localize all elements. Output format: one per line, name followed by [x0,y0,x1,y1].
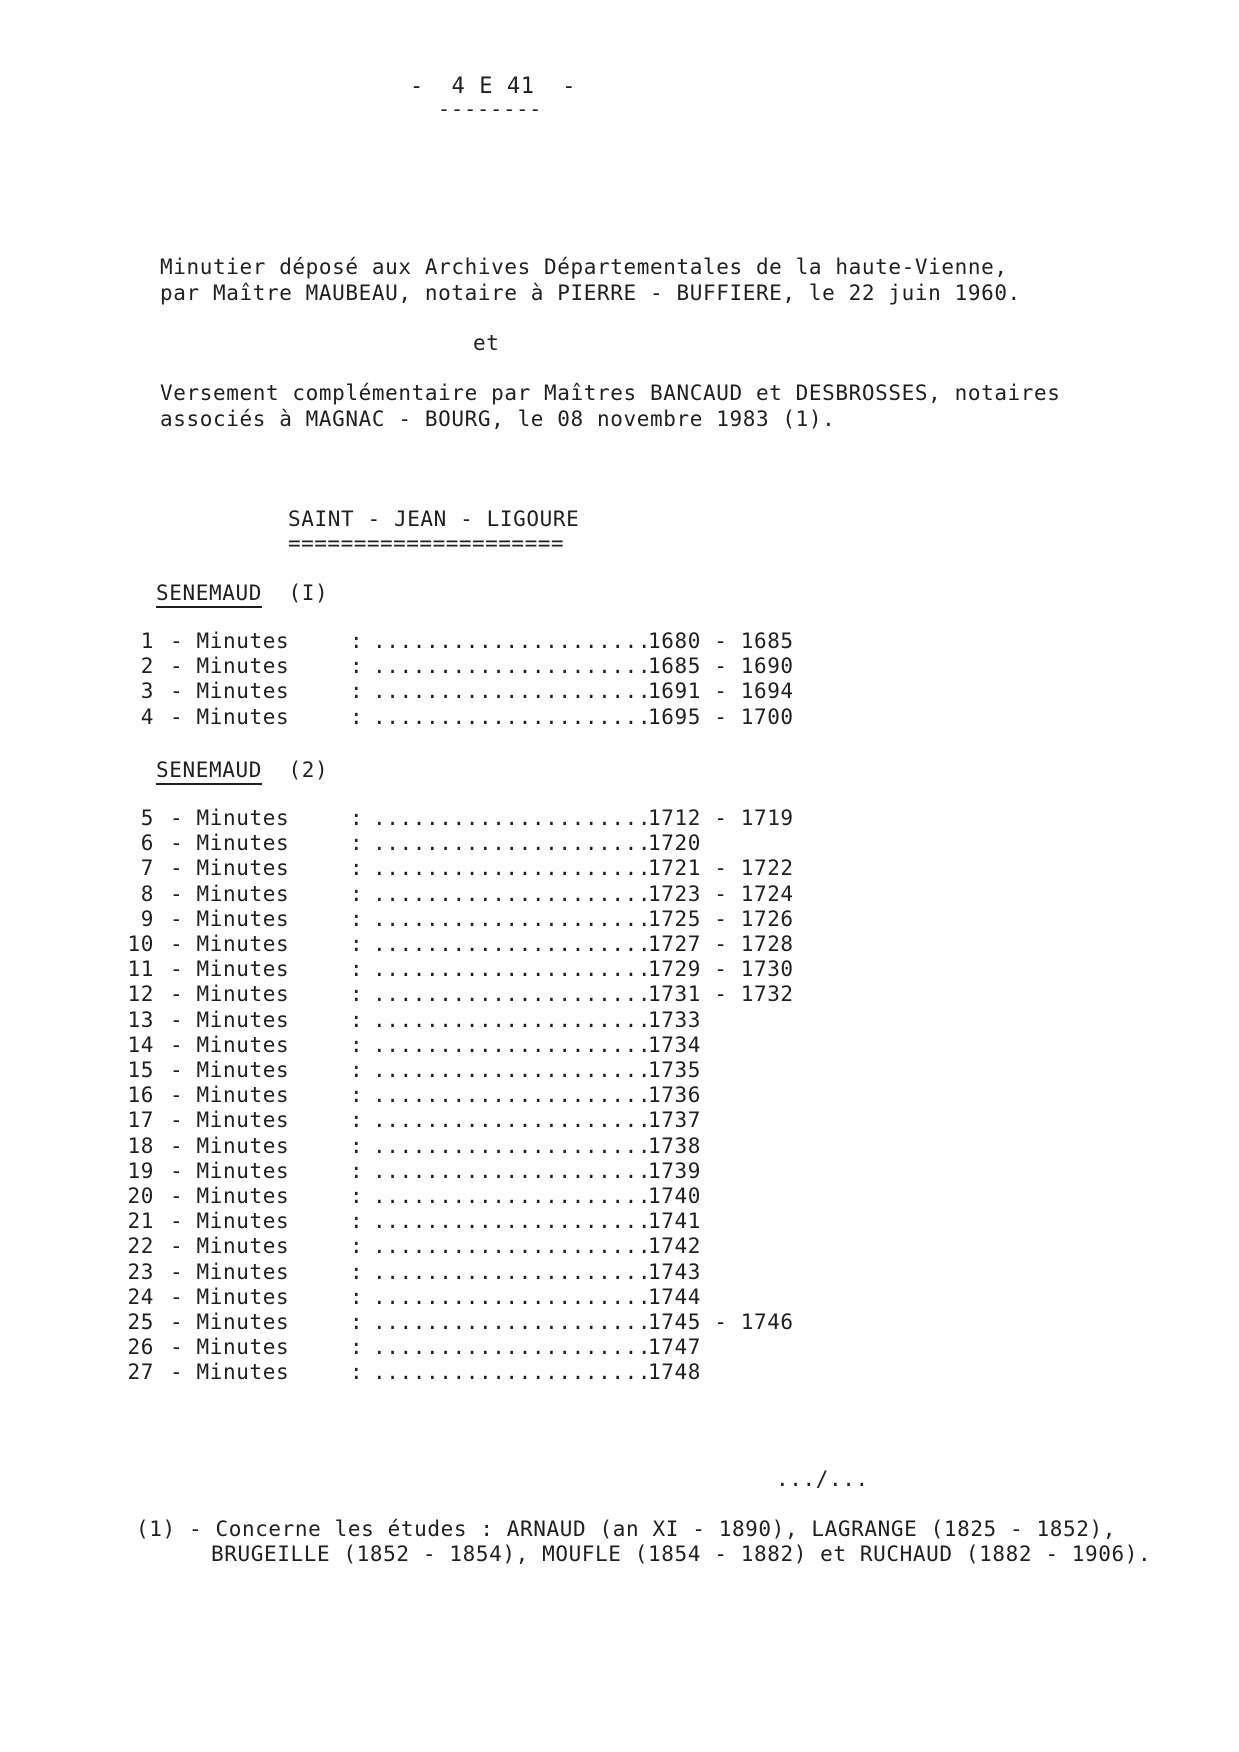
document-code-rule: -------- [438,97,543,121]
entry-dates: 1695 - 1700 [648,704,794,729]
intro-line-3: Versement complémentaire par Maîtres BANCAUD et DESBROSSES, notaires [160,381,1061,405]
entry-colon: : [350,856,364,881]
entry-dates: 1745 - 1746 [648,1310,794,1334]
entry-leader: ..................... [373,704,652,729]
entry-number: 6 [140,831,154,856]
entry-label: - Minutes [170,679,290,704]
footnote-line-2: BRUGEILLE (1852 - 1854), MOUFLE (1854 - 1882) et RUCHAUD (1882 - 1906). [211,1542,1152,1566]
entry-number: 10 [127,932,154,956]
entry-colon: : [350,1133,364,1158]
entry-number: 3 [140,679,154,704]
entry-leader: ..................... [373,1058,652,1082]
entry-colon: : [350,1108,364,1133]
entry-label: - Minutes [170,1310,290,1334]
entry-leader: ..................... [373,1360,652,1385]
entry-label: - Minutes [170,1058,290,1082]
entry-colon: : [350,881,364,906]
entry-colon: : [350,1184,364,1208]
entry-number: 18 [127,1133,154,1158]
entry-leader: ..................... [373,1284,652,1309]
entry-number: 13 [127,1007,154,1032]
entry-colon: : [350,629,364,653]
document-code: - 4 E 41 - [410,74,577,99]
entry-label: - Minutes [170,654,290,679]
entry-label: - Minutes [170,1234,290,1259]
entry-label: - Minutes [170,932,290,956]
entry-label: - Minutes [170,982,290,1007]
entry-colon: : [350,1360,364,1385]
entry-dates: 1729 - 1730 [648,957,794,982]
entry-dates: 1685 - 1690 [648,654,794,679]
entry-colon: : [350,831,364,856]
entry-colon: : [350,679,364,704]
entry-colon: : [350,1007,364,1032]
entry-dates: 1712 - 1719 [648,806,794,830]
entry-label: - Minutes [170,1360,290,1385]
entry-dates: 1743 [648,1259,701,1284]
entry-colon: : [350,806,364,830]
entry-number: 23 [127,1259,154,1284]
entry-colon: : [350,1158,364,1183]
entry-number: 16 [127,1083,154,1108]
intro-connector: et [473,331,500,355]
entry-number: 26 [127,1335,154,1360]
entry-colon: : [350,1083,364,1108]
entry-leader: ..................... [373,679,652,704]
entry-colon: : [350,704,364,729]
footnote-line-1: (1) - Concerne les études : ARNAUD (an XI - 1890), LAGRANGE (1825 - 1852), [136,1517,1116,1541]
entry-leader: ..................... [373,654,652,679]
entry-label: - Minutes [170,856,290,881]
entry-label: - Minutes [170,1108,290,1133]
entry-leader: ..................... [373,856,652,881]
entry-number: 1 [140,629,154,653]
entry-dates: 1691 - 1694 [648,679,794,704]
entry-colon: : [350,1032,364,1057]
section-number-2: (2) [288,758,329,782]
entry-number: 7 [140,856,154,881]
intro-line-1: Minutier déposé aux Archives Départementales de la haute-Vienne, [160,255,1008,279]
entry-colon: : [350,1259,364,1284]
entry-leader: ..................... [373,806,652,830]
entry-label: - Minutes [170,1032,290,1057]
entry-colon: : [350,932,364,956]
entry-number: 12 [127,982,154,1007]
entry-colon: : [350,906,364,931]
entry-leader: ..................... [373,1083,652,1108]
section-number-1: (I) [288,581,329,605]
entry-number: 11 [127,957,154,982]
entry-number: 8 [140,881,154,906]
entry-number: 2 [140,654,154,679]
entry-leader: ..................... [373,1184,652,1208]
entry-label: - Minutes [170,629,290,653]
entry-leader: ..................... [373,1234,652,1259]
entry-colon: : [350,1284,364,1309]
entry-dates: 1748 [648,1360,701,1385]
entry-dates: 1737 [648,1108,701,1133]
entry-number: 27 [127,1360,154,1385]
intro-line-2: par Maître MAUBEAU, notaire à PIERRE - BUFFIERE, le 22 juin 1960. [160,281,1021,305]
entry-dates: 1735 [648,1058,701,1082]
entry-number: 4 [140,704,154,729]
entry-number: 17 [127,1108,154,1133]
entry-leader: ..................... [373,1158,652,1183]
entry-dates: 1738 [648,1133,701,1158]
entry-colon: : [350,1234,364,1259]
entry-leader: ..................... [373,1108,652,1133]
entry-leader: ..................... [373,1133,652,1158]
entry-number: 24 [127,1284,154,1309]
entry-leader: ..................... [373,1007,652,1032]
entry-leader: ..................... [373,906,652,931]
entry-leader: ..................... [373,982,652,1007]
section-name-1: SENEMAUD [156,581,262,608]
entry-colon: : [350,1335,364,1360]
entry-leader: ..................... [373,1032,652,1057]
entry-number: 9 [140,906,154,931]
entry-label: - Minutes [170,1209,290,1234]
entry-label: - Minutes [170,831,290,856]
entry-leader: ..................... [373,629,652,653]
entry-dates: 1721 - 1722 [648,856,794,881]
entry-dates: 1731 - 1732 [648,982,794,1007]
entry-number: 19 [127,1158,154,1183]
entry-dates: 1747 [648,1335,701,1360]
entry-number: 14 [127,1032,154,1057]
entry-leader: ..................... [373,881,652,906]
entry-number: 22 [127,1234,154,1259]
entry-leader: ..................... [373,1335,652,1360]
entry-dates: 1742 [648,1234,701,1259]
entry-dates: 1720 [648,831,701,856]
entry-colon: : [350,654,364,679]
entry-leader: ..................... [373,831,652,856]
entry-colon: : [350,957,364,982]
entry-label: - Minutes [170,1335,290,1360]
entry-colon: : [350,1209,364,1234]
entry-colon: : [350,1310,364,1334]
place-name-rule: ===================== [288,531,565,555]
entry-number: 5 [140,806,154,830]
entry-label: - Minutes [170,1083,290,1108]
entry-colon: : [350,982,364,1007]
section-heading-2 [156,757,328,783]
entry-leader: ..................... [373,957,652,982]
entry-dates: 1744 [648,1284,701,1309]
entry-dates: 1739 [648,1158,701,1183]
entry-number: 20 [127,1184,154,1208]
entry-dates: 1740 [648,1184,701,1208]
entry-dates: 1680 - 1685 [648,629,794,653]
entry-label: - Minutes [170,1133,290,1158]
entry-label: - Minutes [170,957,290,982]
entry-dates: 1725 - 1726 [648,906,794,931]
entry-number: 15 [127,1058,154,1082]
entry-label: - Minutes [170,704,290,729]
entry-label: - Minutes [170,1158,290,1183]
entry-dates: 1733 [648,1007,701,1032]
entry-colon: : [350,1058,364,1082]
entry-dates: 1734 [648,1032,701,1057]
entry-label: - Minutes [170,1259,290,1284]
section-heading-1 [156,580,328,606]
entry-label: - Minutes [170,881,290,906]
intro-line-4: associés à MAGNAC - BOURG, le 08 novembre 1983 (1). [160,407,836,431]
entry-dates: 1727 - 1728 [648,932,794,956]
entry-leader: ..................... [373,1310,652,1334]
entry-label: - Minutes [170,806,290,830]
entry-number: 21 [127,1209,154,1234]
entry-label: - Minutes [170,906,290,931]
continuation-mark: .../... [776,1467,869,1491]
entry-leader: ..................... [373,932,652,956]
entry-leader: ..................... [373,1209,652,1234]
entry-label: - Minutes [170,1284,290,1309]
place-name: SAINT - JEAN - LIGOURE [288,507,580,531]
entry-label: - Minutes [170,1007,290,1032]
entry-leader: ..................... [373,1259,652,1284]
section-name-2: SENEMAUD [156,758,262,785]
entry-dates: 1736 [648,1083,701,1108]
entry-number: 25 [127,1310,154,1334]
entry-dates: 1741 [648,1209,701,1234]
entry-label: - Minutes [170,1184,290,1208]
entry-dates: 1723 - 1724 [648,881,794,906]
